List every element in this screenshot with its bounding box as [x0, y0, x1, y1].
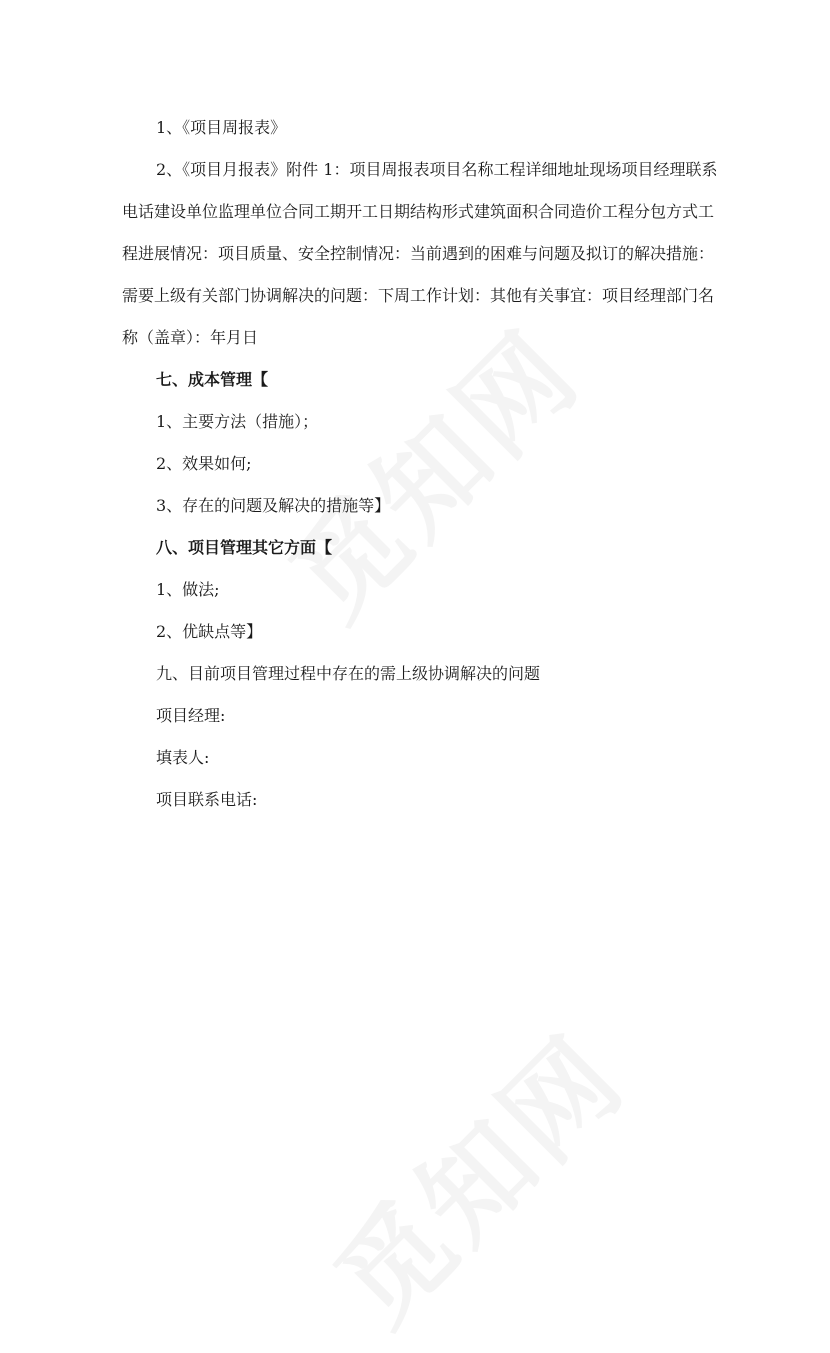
field-project-manager: 项目经理: [156, 706, 226, 725]
document-body [122, 107, 722, 821]
list-item-monthly-report: 2、《项目月报表》附件 1：项目周报表项目名称工程详细地址现场项目经理联系电话建设单位监理单位合同工期开工日期结构形式建筑面积合同造价工程分包方式工程进展情况：项目质量、安全控制情况：当前遇到的困难与问题及拟订的解决措施：需要上级有关部门协调解决的问题：下周工作计划：其他有关事宜：项目经理部门名称（盖章）：年月日 [122, 160, 718, 347]
section-heading-cost-management: 七、成本管理【 [156, 370, 269, 389]
section-heading-issues: 九、目前项目管理过程中存在的需上级协调解决的问题 [156, 664, 541, 683]
list-item-effect: 2、效果如何; [156, 454, 252, 473]
field-form-filler: 填表人: [156, 748, 210, 767]
watermark-bottom [295, 995, 653, 1353]
list-item-problems: 3、存在的问题及解决的措施等】 [156, 496, 391, 515]
section-heading-other-aspects: 八、项目管理其它方面【 [156, 538, 333, 557]
field-project-phone: 项目联系电话: [156, 790, 258, 809]
list-item-weekly-report: 1、《项目周报表》 [156, 118, 287, 137]
list-item-practice: 1、做法; [156, 580, 220, 599]
list-item-main-methods: 1、主要方法（措施）； [156, 412, 319, 431]
list-item-pros-cons: 2、优缺点等】 [156, 622, 263, 641]
